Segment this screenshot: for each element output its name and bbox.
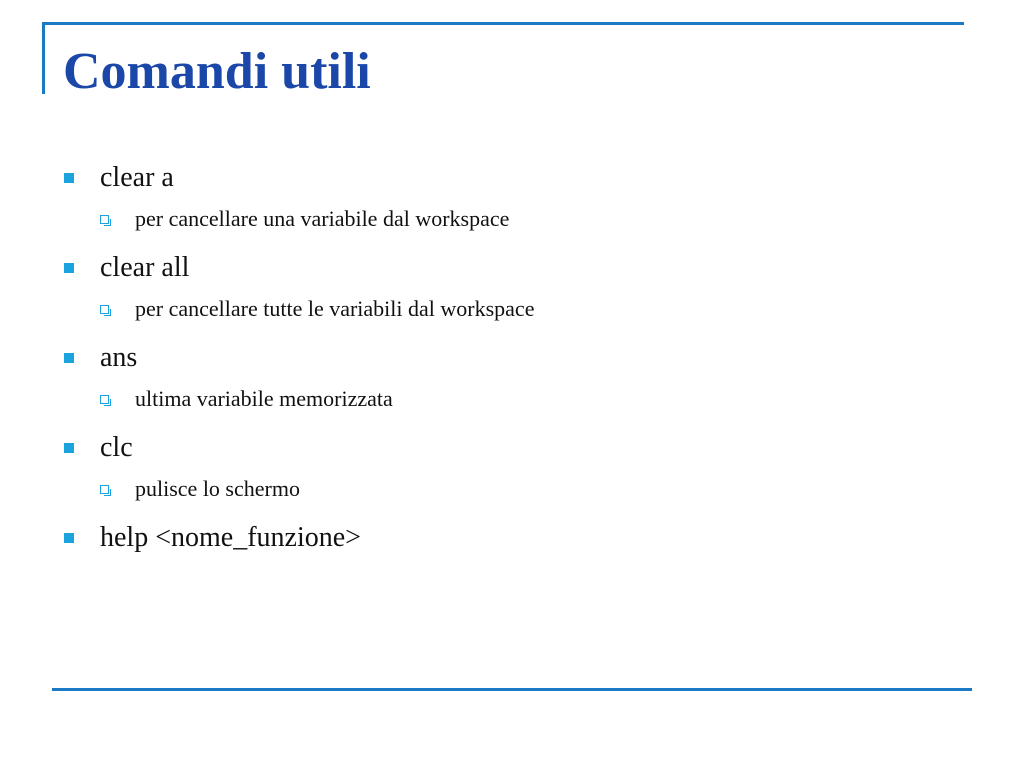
square-bullet-icon — [64, 173, 74, 183]
footer-divider — [52, 688, 972, 691]
list-item-help — [60, 516, 960, 606]
title-frame-top-border — [42, 22, 964, 25]
sub-item-label: per cancellare una variabile dal workspace — [135, 206, 510, 231]
square-bullet-icon — [64, 533, 74, 543]
item-label: help <nome_funzione> — [100, 522, 361, 553]
square-bullet-icon — [64, 443, 74, 453]
slide-title: Comandi utili — [63, 43, 371, 100]
checkbox-bullet-icon — [100, 215, 109, 224]
list-item-clc — [60, 426, 960, 516]
square-bullet-icon — [64, 353, 74, 363]
title-frame-left-border — [42, 22, 45, 94]
list-item-clear-all — [60, 246, 960, 336]
item-label: ans — [100, 342, 138, 373]
sub-item — [100, 294, 534, 324]
sub-item — [100, 384, 393, 414]
item-label: clc — [100, 432, 133, 463]
sub-item-label: pulisce lo schermo — [135, 476, 300, 501]
sub-item-label: per cancellare tutte le variabili dal workspace — [135, 296, 535, 321]
item-label: clear all — [100, 252, 190, 283]
bullet-list — [60, 156, 960, 606]
checkbox-bullet-icon — [100, 395, 109, 404]
sub-item — [100, 204, 509, 234]
checkbox-bullet-icon — [100, 305, 109, 314]
item-label: clear a — [100, 162, 174, 193]
list-item-ans — [60, 336, 960, 426]
square-bullet-icon — [64, 263, 74, 273]
checkbox-bullet-icon — [100, 485, 109, 494]
sub-item-label: ultima variabile memorizzata — [135, 386, 393, 411]
sub-item — [100, 474, 300, 504]
list-item-clear-a — [60, 156, 960, 246]
